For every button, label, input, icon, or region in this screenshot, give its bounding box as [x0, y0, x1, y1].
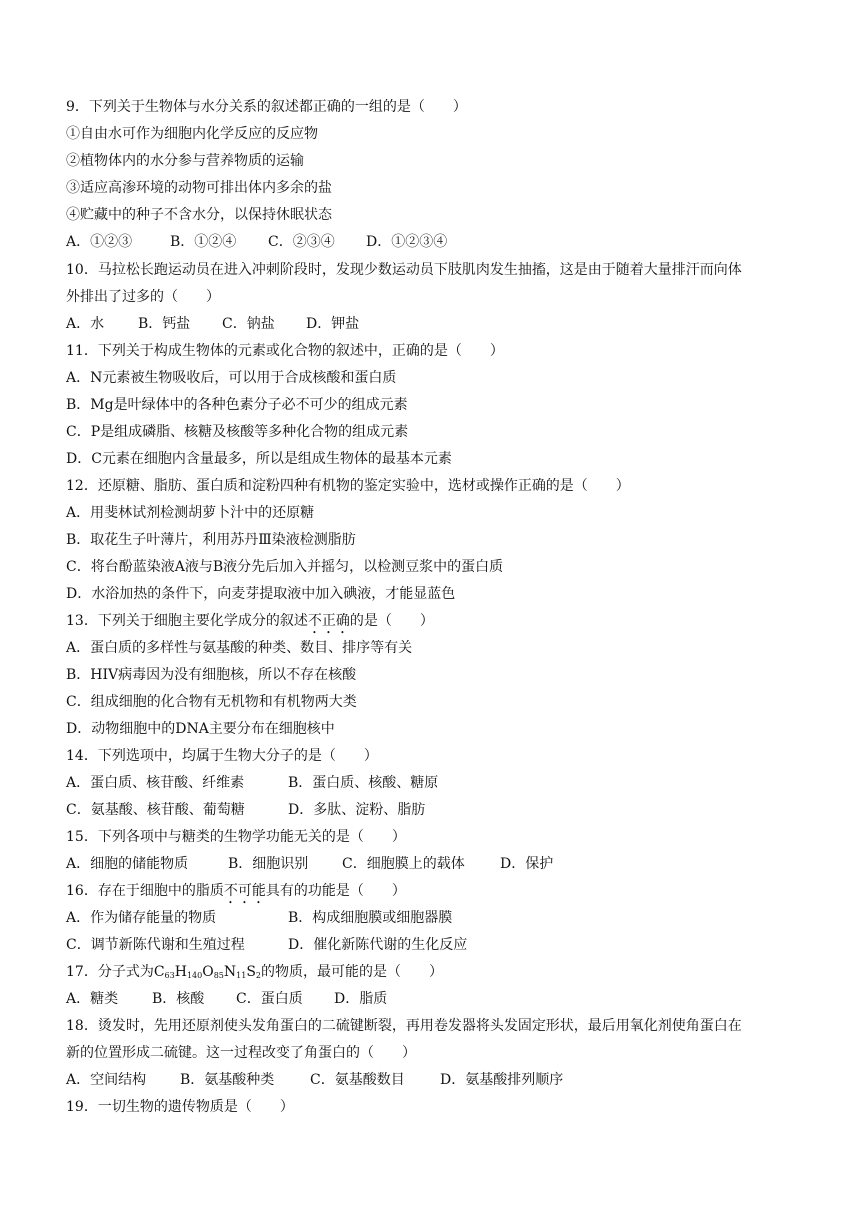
question-10-options	[66, 315, 359, 333]
option-c: C．钠盐	[222, 316, 275, 332]
option-a: A．蛋白质、核苷酸、纤维素	[66, 775, 245, 791]
option-c: C．调节新陈代谢和生殖过程	[66, 937, 245, 953]
option-d: D．保护	[500, 856, 554, 872]
option-a: A．水	[66, 316, 105, 332]
option-a: A．①②③	[66, 234, 133, 250]
option-d: D．催化新陈代谢的生化反应	[288, 937, 468, 953]
question-19-stem: 19．一切生物的遗传物质是（ ）	[66, 1099, 294, 1115]
question-14-options-row-1	[66, 774, 438, 792]
question-13-option-c: C．组成细胞的化合物有无机物和有机物两大类	[66, 694, 357, 710]
option-c: C．氨基酸、核苷酸、葡萄糖	[66, 802, 245, 818]
question-12-option-d: D．水浴加热的条件下，向麦芽提取液中加入碘液，才能显蓝色	[66, 586, 456, 602]
stem-text: 的物质，最可能的是（ ）	[261, 964, 444, 980]
question-18-stem-line-2: 新的位置形成二硫键。这一过程改变了角蛋白的（ ）	[66, 1045, 416, 1061]
question-13-option-a: A．蛋白质的多样性与氨基酸的种类、数目、排序等有关	[66, 640, 413, 656]
question-16-options-row-2	[66, 936, 467, 954]
option-c: C．氨基酸数目	[310, 1072, 405, 1088]
question-14-stem: 14．下列选项中，均属于生物大分子的是（ ）	[66, 748, 378, 764]
question-11-stem: 11．下列关于构成生物体的元素或化合物的叙述中，正确的是（ ）	[66, 343, 504, 359]
option-a: A．作为储存能量的物质	[66, 910, 217, 926]
question-12-stem: 12．还原糖、脂肪、蛋白质和淀粉四种有机物的鉴定实验中，选材或操作正确的是（ ）	[66, 478, 630, 494]
option-c: C．细胞膜上的载体	[342, 856, 465, 872]
question-11-option-a: A．N元素被生物吸收后，可以用于合成核酸和蛋白质	[66, 370, 397, 386]
question-13-option-d: D．动物细胞中的DNA主要分布在细胞核中	[66, 721, 335, 737]
option-a: A．细胞的储能物质	[66, 856, 189, 872]
question-9-item-1: ①自由水可作为细胞内化学反应的反应物	[66, 126, 318, 142]
option-b: B．细胞识别	[228, 856, 309, 872]
question-12-option-c: C．将台酚蓝染液A液与B液分先后加入并摇匀，以检测豆浆中的蛋白质	[66, 559, 504, 575]
option-d: D．多肽、淀粉、脂肪	[288, 802, 426, 818]
subscript: 11	[236, 971, 247, 980]
option-b: B．钙盐	[138, 316, 191, 332]
question-13-option-b: B．HIV病毒因为没有细胞核，所以不存在核酸	[66, 667, 357, 683]
question-11-option-c: C．P是组成磷脂、核糖及核酸等多种化合物的组成元素	[66, 424, 409, 440]
question-9-item-4: ④贮藏中的种子不含水分，以保持休眠状态	[66, 207, 332, 223]
option-d: D．①②③④	[366, 234, 448, 250]
question-12-option-b: B．取花生子叶薄片，利用苏丹Ⅲ染液检测脂肪	[66, 532, 356, 548]
question-10-stem-line-2: 外排出了过多的（ ）	[66, 289, 220, 305]
question-15-stem: 15．下列各项中与糖类的生物学功能无关的是（ ）	[66, 829, 406, 845]
question-11-option-d: D．C元素在细胞内含量最多，所以是组成生物体的最基本元素	[66, 451, 452, 467]
question-16-options-row-1	[66, 909, 452, 927]
question-13-stem	[66, 612, 434, 637]
option-c: C．②③④	[268, 234, 335, 250]
option-d: D．脂质	[334, 991, 388, 1007]
element-symbol: H	[174, 964, 187, 980]
question-12-option-a: A．用斐林试剂检测胡萝卜汁中的还原糖	[66, 505, 315, 521]
subscript: 140	[186, 971, 203, 980]
stem-text: 16．存在于细胞中的脂质	[66, 883, 224, 899]
option-c: C．蛋白质	[236, 991, 303, 1007]
option-b: B．构成细胞膜或细胞器膜	[288, 910, 453, 926]
question-9-item-3: ③适应高渗环境的动物可排出体内多余的盐	[66, 180, 332, 196]
option-b: B．核酸	[152, 991, 205, 1007]
stem-text: 的是（ ）	[349, 613, 434, 629]
emphasized-text: 不正确	[307, 613, 350, 629]
element-symbol: S	[246, 964, 256, 980]
question-9-item-2: ②植物体内的水分参与营养物质的运输	[66, 153, 304, 169]
option-b: B．氨基酸种类	[180, 1072, 275, 1088]
option-d: D．钾盐	[306, 316, 360, 332]
option-a: A．糖类	[66, 991, 119, 1007]
question-10-stem-line-1: 10．马拉松长跑运动员在进入冲刺阶段时，发现少数运动员下肢肌肉发生抽搐，这是由于随着大量排汗而向体	[66, 262, 742, 278]
element-symbol: O	[202, 964, 214, 980]
stem-text: 具有的功能是（ ）	[265, 883, 406, 899]
emphasized-text: 不可能	[223, 883, 266, 899]
question-11-option-b: B．Mg是叶绿体中的各种色素分子必不可少的组成元素	[66, 397, 408, 413]
option-b: B．①②④	[170, 234, 237, 250]
question-18-options	[66, 1071, 563, 1089]
subscript: 2	[255, 971, 262, 980]
stem-text: 13．下列关于细胞主要化学成分的叙述	[66, 613, 308, 629]
question-18-stem-line-1: 18．烫发时，先用还原剂使头发角蛋白的二硫键断裂，再用卷发器将头发固定形状，最后用氧化剂使角蛋白在	[66, 1018, 742, 1034]
option-b: B．蛋白质、核酸、糖原	[288, 775, 439, 791]
question-17-stem	[66, 963, 443, 981]
subscript: 63	[164, 971, 175, 980]
option-a: A．空间结构	[66, 1072, 147, 1088]
question-9-stem: 9．下列关于生物体与水分关系的叙述都正确的一组的是（ ）	[66, 99, 467, 115]
question-16-stem	[66, 882, 406, 907]
question-17-options	[66, 990, 387, 1008]
subscript: 85	[213, 971, 224, 980]
question-15-options	[66, 855, 553, 873]
element-symbol: N	[223, 964, 237, 980]
question-14-options-row-2	[66, 801, 425, 819]
stem-text: 17．分子式为C	[66, 964, 165, 980]
option-d: D．氨基酸排列顺序	[440, 1072, 564, 1088]
question-9-options	[66, 233, 447, 251]
